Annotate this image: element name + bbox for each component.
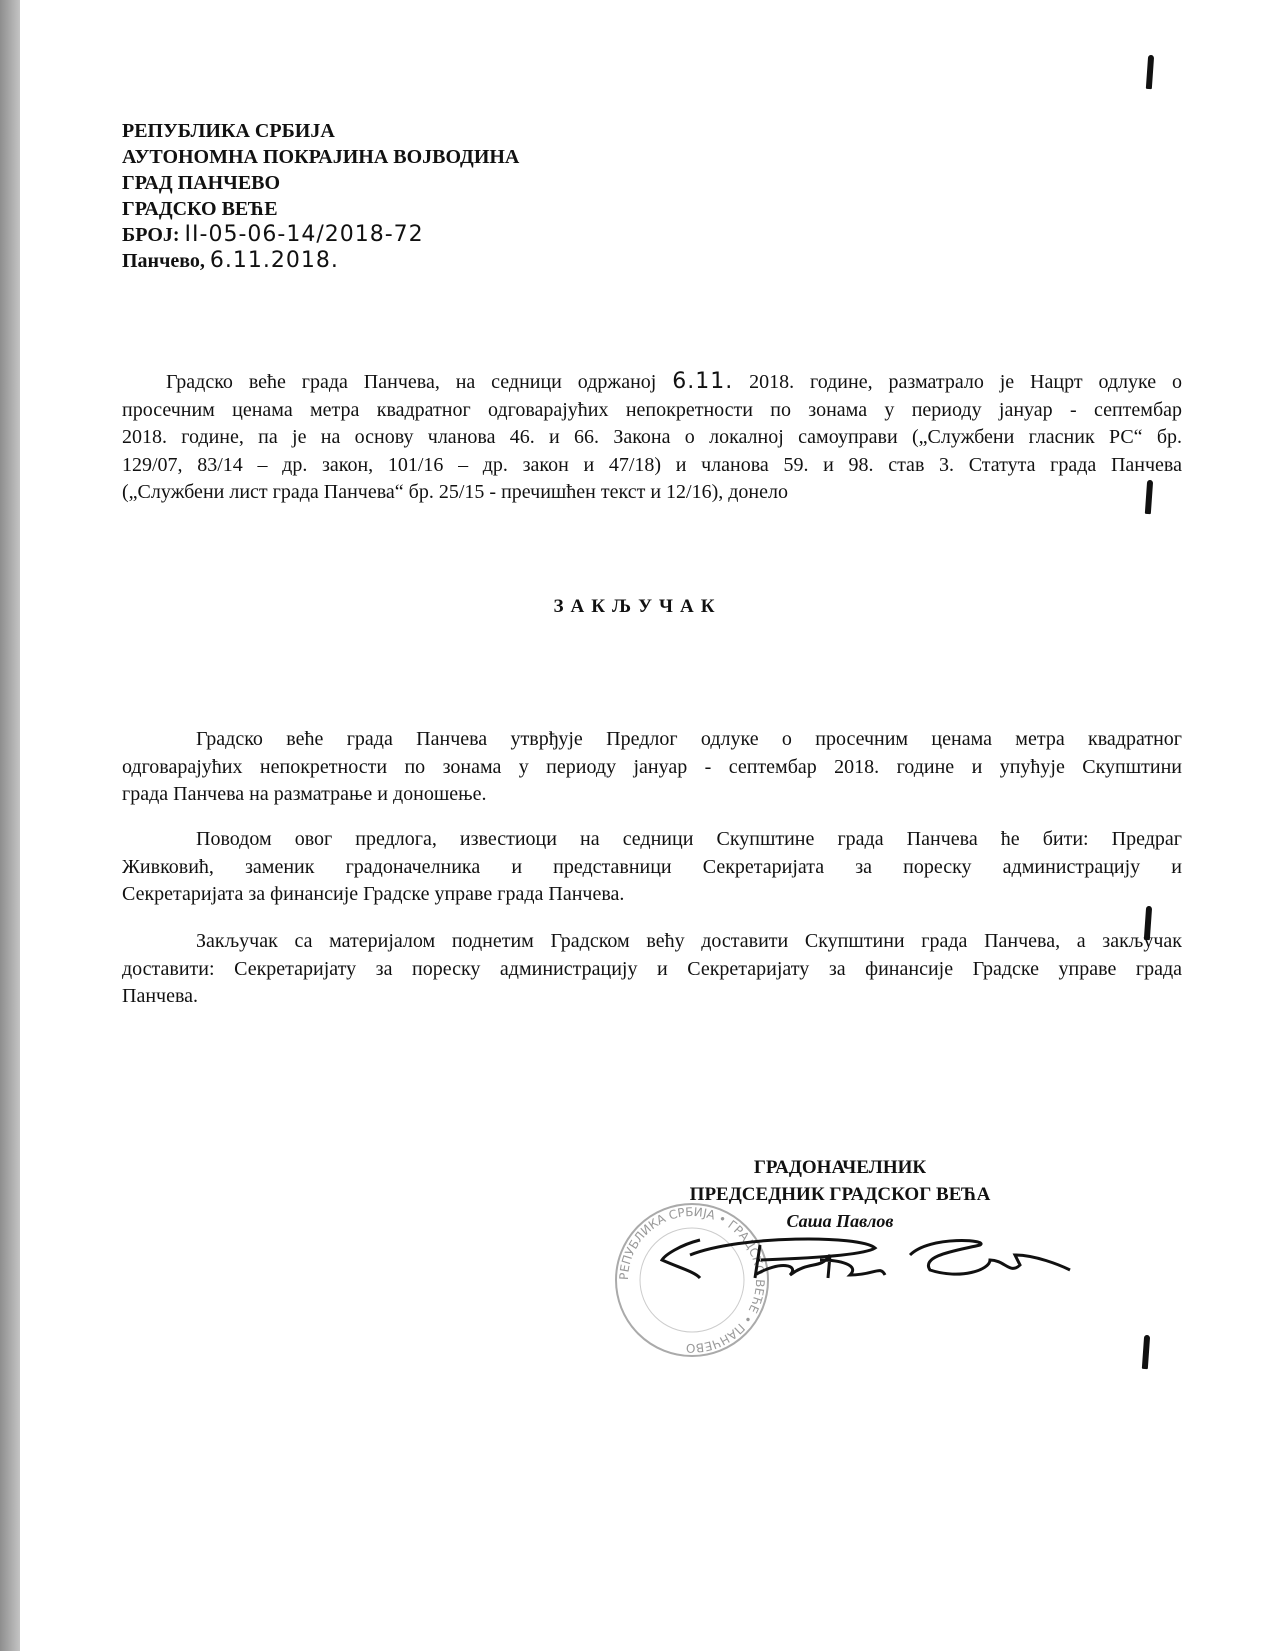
paragraph-line: доставити: Секретаријату за пореску администрацију и Секретаријату за финансије Градске управе града [122,957,1182,980]
header-line: АУТОНОМНА ПОКРАЈИНА ВОЈВОДИНА [122,146,520,168]
scan-left-edge [0,0,20,1651]
paragraph-line: Градско веће града Панчева, на седници одржаној 6.11. 2018. године, разматрало је Нацрт одлуке о [166,369,1183,394]
paragraph-line: просечним ценама метра квадратног одговарајућих непокретности по зонама у периоду јануар - септембар [122,398,1182,421]
paragraph-line: („Службени лист града Панчева“ бр. 25/15 - пречишћен текст и 12/16), донело [122,481,788,503]
scan-right-margin [1196,0,1275,1651]
signatory-title: ГРАДОНАЧЕЛНИК [753,1157,927,1178]
intro-paragraph [122,368,1182,507]
conclusion-paragraph-2 [122,826,1182,909]
paragraph-line: 129/07, 83/14 – др. закон, 101/16 – др. закон и 47/18) и чланова 59. и 98. став 3. Статута града Панчева [122,453,1182,476]
paragraph-line: Градско веће града Панчева утврђује Предлог одлуке о просечним ценама метра квадратног [196,728,1182,750]
paragraph-line: одговарајућих непокретности по зонама у периоду јануар - септембар 2018. године и упућује Скупштини [122,755,1182,778]
paragraph-line: Живковић, заменик градоначелника и представници Секретаријата за пореску администрацију и [122,855,1182,878]
document-title: ЗАКЉУЧАК [553,596,722,617]
conclusion-paragraph-3 [122,928,1182,1011]
handwritten-number: II-05-06-14/2018-72 [184,222,424,247]
paragraph-line: Закључак са материјалом поднетим Градском већу доставити Скупштини града Панчева, а закључак [196,930,1182,952]
paragraph-line: града Панчева на разматрање и доношење. [122,783,487,805]
document-place-date: Панчево, 6.11.2018. [122,248,339,273]
paragraph-line: 2018. године, па је на основу чланова 46. и 66. Закона о локалној самоуправи („Службени гласник РС“ бр. [122,426,1182,448]
header-line: РЕПУБЛИКА СРБИЈА [122,120,335,142]
handwritten-date: 6.11.2018. [209,248,339,273]
conclusion-paragraph-1 [122,726,1182,809]
document-number: БРОЈ: II-05-06-14/2018-72 [122,222,424,247]
document-header [122,118,519,274]
paragraph-line: Панчева. [122,985,199,1007]
header-line: ГРАДСКО ВЕЋЕ [122,198,278,220]
header-line: ГРАД ПАНЧЕВО [122,172,281,194]
signature-block [640,1154,1040,1235]
paragraph-line: Секретаријата за финансије Градске управе града Панчева. [122,883,625,905]
svg-text:РЕПУБЛИКА СРБИЈА • ГРАДСКО ВЕЋ: РЕПУБЛИКА СРБИЈА • ГРАДСКО ВЕЋЕ • ПАНЧЕВО [616,1204,768,1356]
paragraph-line: Поводом овог предлога, известиоци на седници Скупштине града Панчева ће бити: Предраг [196,828,1182,850]
signatory-title: ПРЕДСЕДНИК ГРАДСКОГ ВЕЋА [689,1184,991,1205]
handwritten-signature [660,1230,1080,1290]
signatory-name: Саша Павлов [786,1211,894,1231]
